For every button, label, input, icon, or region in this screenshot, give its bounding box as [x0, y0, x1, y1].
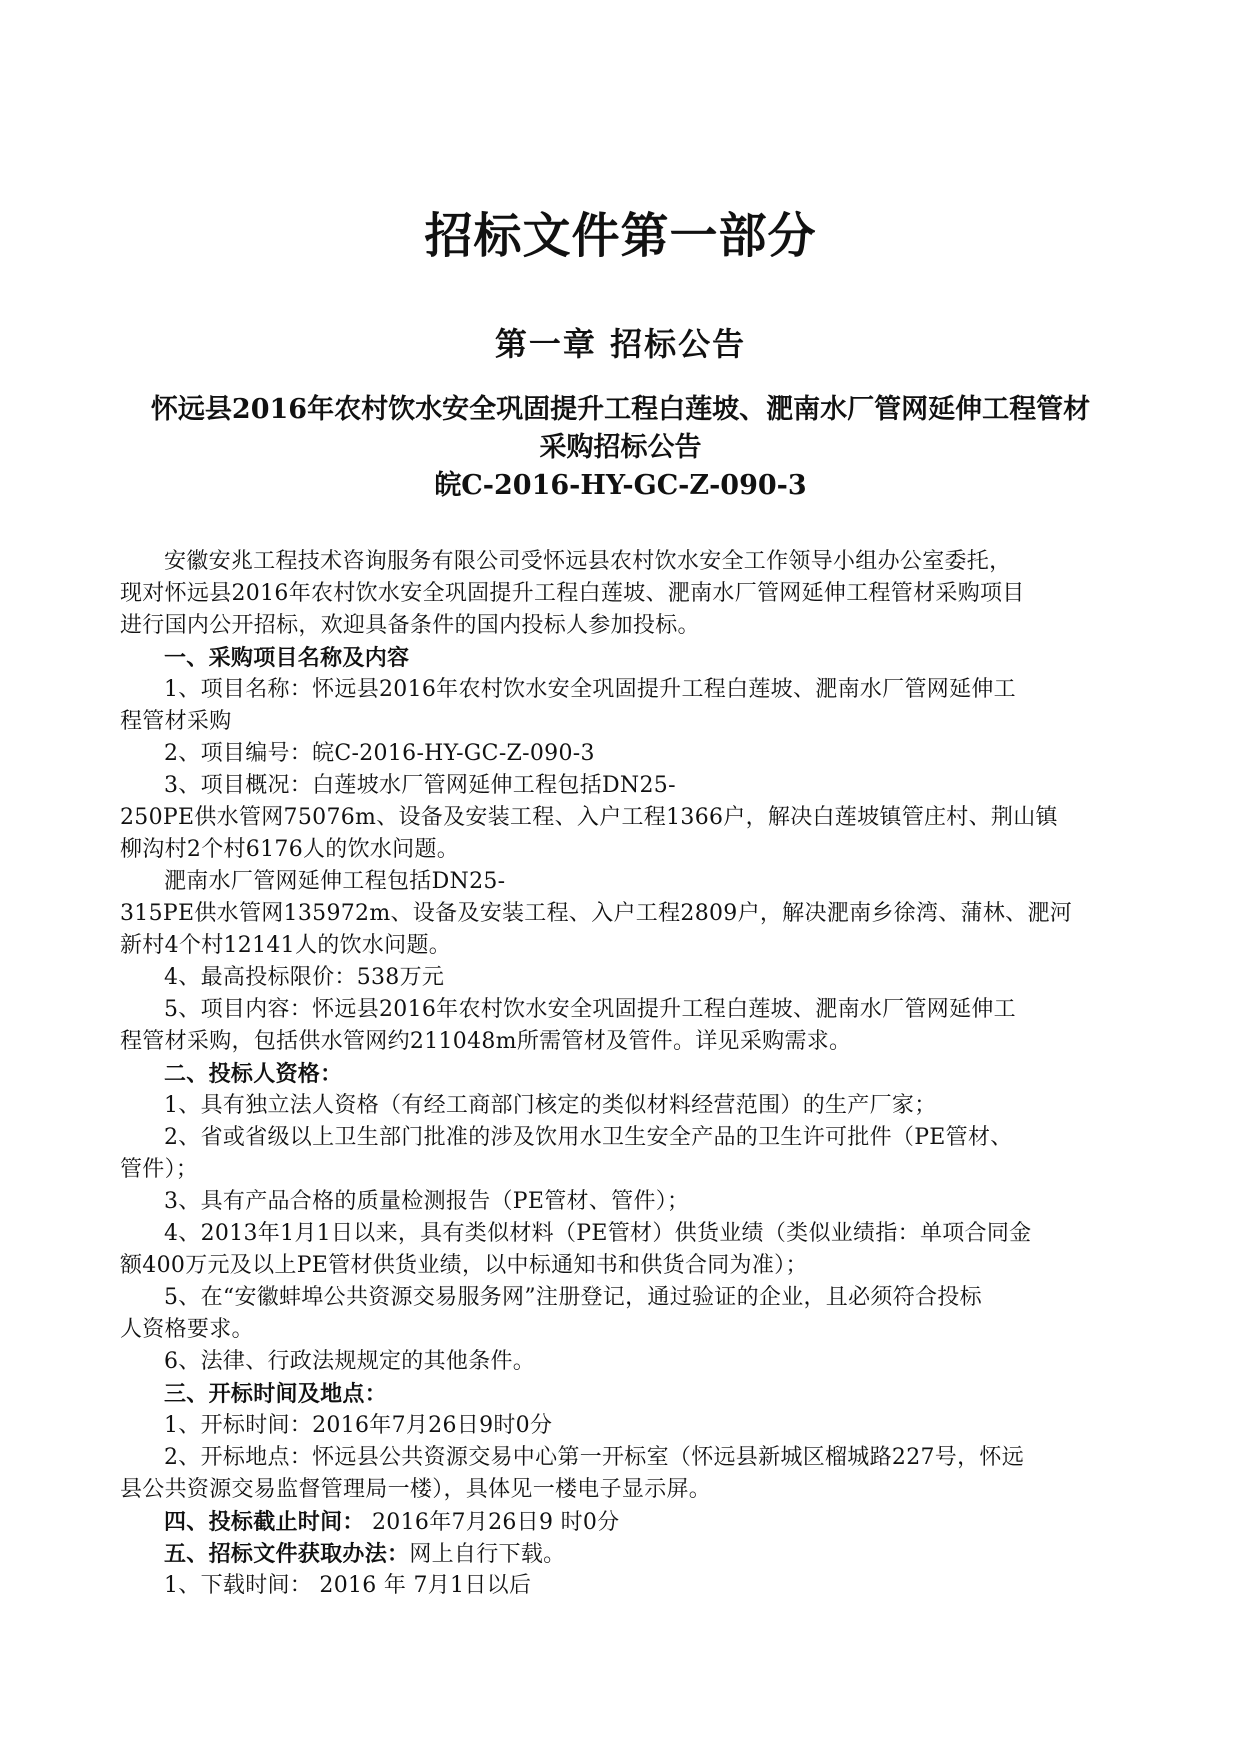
body-line: 1、具有独立法人资格（有经工商部门核定的类似材料经营范围）的生产厂家； — [164, 1093, 937, 1118]
body-line: 5、项目内容：怀远县2016年农村饮水安全巩固提升工程白莲坡、淝南水厂管网延伸工 — [164, 997, 1016, 1022]
notice-title-line-2: 采购招标公告 — [539, 432, 702, 463]
body-line: 4、2013年1月1日以来，具有类似材料（PE管材）供货业绩（类似业绩指：单项合同金 — [164, 1221, 1032, 1246]
section-heading: 二、投标人资格： — [164, 1061, 343, 1087]
body-line: 淝南水厂管网延伸工程包括DN25- — [164, 869, 506, 894]
body-line: 管件）； — [120, 1157, 199, 1182]
deadline-line — [164, 1506, 1174, 1539]
notice-title-code: 皖C-2016-HY-GC-Z-090-3 — [434, 470, 807, 501]
intro-line: 进行国内公开招标，欢迎具备条件的国内投标人参加投标。 — [120, 613, 700, 638]
body-line: 新村4个村12141人的饮水问题。 — [120, 933, 452, 958]
body-line: 程管材采购，包括供水管网约211048m所需管材及管件。详见采购需求。 — [120, 1029, 852, 1054]
body-line: 2、省或省级以上卫生部门批准的涉及饮用水卫生安全产品的卫生许可批件（PE管材、 — [164, 1125, 1013, 1150]
section-heading: 四、投标截止时间： — [164, 1509, 365, 1535]
body-line: 1、开标时间：2016年7月26日9时0分 — [164, 1413, 553, 1438]
section-heading: 五、招标文件获取办法： — [164, 1541, 410, 1567]
download-method-line — [164, 1538, 1174, 1571]
part-title: 招标文件第一部分 — [424, 208, 817, 264]
body-line: 3、项目概况：白莲坡水厂管网延伸工程包括DN25- — [164, 773, 676, 798]
body-line: 1、项目名称：怀远县2016年农村饮水安全巩固提升工程白莲坡、淝南水厂管网延伸工 — [164, 677, 1016, 702]
body-line: 3、具有产品合格的质量检测报告（PE管材、管件）； — [164, 1189, 690, 1214]
deadline-value: 2016年7月26日9 时0分 — [372, 1510, 620, 1535]
intro-line: 现对怀远县2016年农村饮水安全巩固提升工程白莲坡、淝南水厂管网延伸工程管材采购项目 — [120, 581, 1025, 606]
body-line: 2、项目编号：皖C-2016-HY-GC-Z-090-3 — [164, 741, 595, 766]
body-line: 额400万元及以上PE管材供货业绩，以中标通知书和供货合同为准）； — [120, 1253, 808, 1278]
section-heading: 三、开标时间及地点： — [164, 1381, 388, 1407]
body-line: 县公共资源交易监督管理局一楼），具体见一楼电子显示屏。 — [120, 1477, 712, 1502]
body-line: 柳沟村2个村6176人的饮水问题。 — [120, 837, 460, 862]
body-line: 250PE供水管网75076m、设备及安装工程、入户工程1366户，解决白莲坡镇管庄村、荆山镇 — [120, 805, 1058, 830]
body-line: 5、在“安徽蚌埠公共资源交易服务网”注册登记，通过验证的企业，且必须符合投标 — [164, 1285, 982, 1310]
chapter-title: 第一章 招标公告 — [494, 325, 747, 363]
download-method-value: 网上自行下载。 — [409, 1542, 566, 1567]
body-line: 人资格要求。 — [120, 1317, 254, 1342]
section-heading: 一、采购项目名称及内容 — [164, 645, 410, 671]
body-line: 6、法律、行政法规规定的其他条件。 — [164, 1349, 536, 1374]
body-line: 2、开标地点：怀远县公共资源交易中心第一开标室（怀远县新城区榴城路227号，怀远 — [164, 1445, 1024, 1470]
body-line: 4、最高投标限价：538万元 — [164, 965, 445, 990]
notice-title-line-1: 怀远县2016年农村饮水安全巩固提升工程白莲坡、淝南水厂管网延伸工程管材 — [150, 394, 1091, 425]
intro-line: 安徽安兆工程技术咨询服务有限公司受怀远县农村饮水安全工作领导小组办公室委托， — [164, 549, 1012, 574]
body-line: 程管材采购 — [120, 709, 232, 734]
body-line: 315PE供水管网135972m、设备及安装工程、入户工程2809户，解决淝南乡徐湾、蒲林、淝河 — [120, 901, 1073, 926]
body-line: 1、下载时间： 2016 年 7月1日以后 — [164, 1573, 532, 1598]
